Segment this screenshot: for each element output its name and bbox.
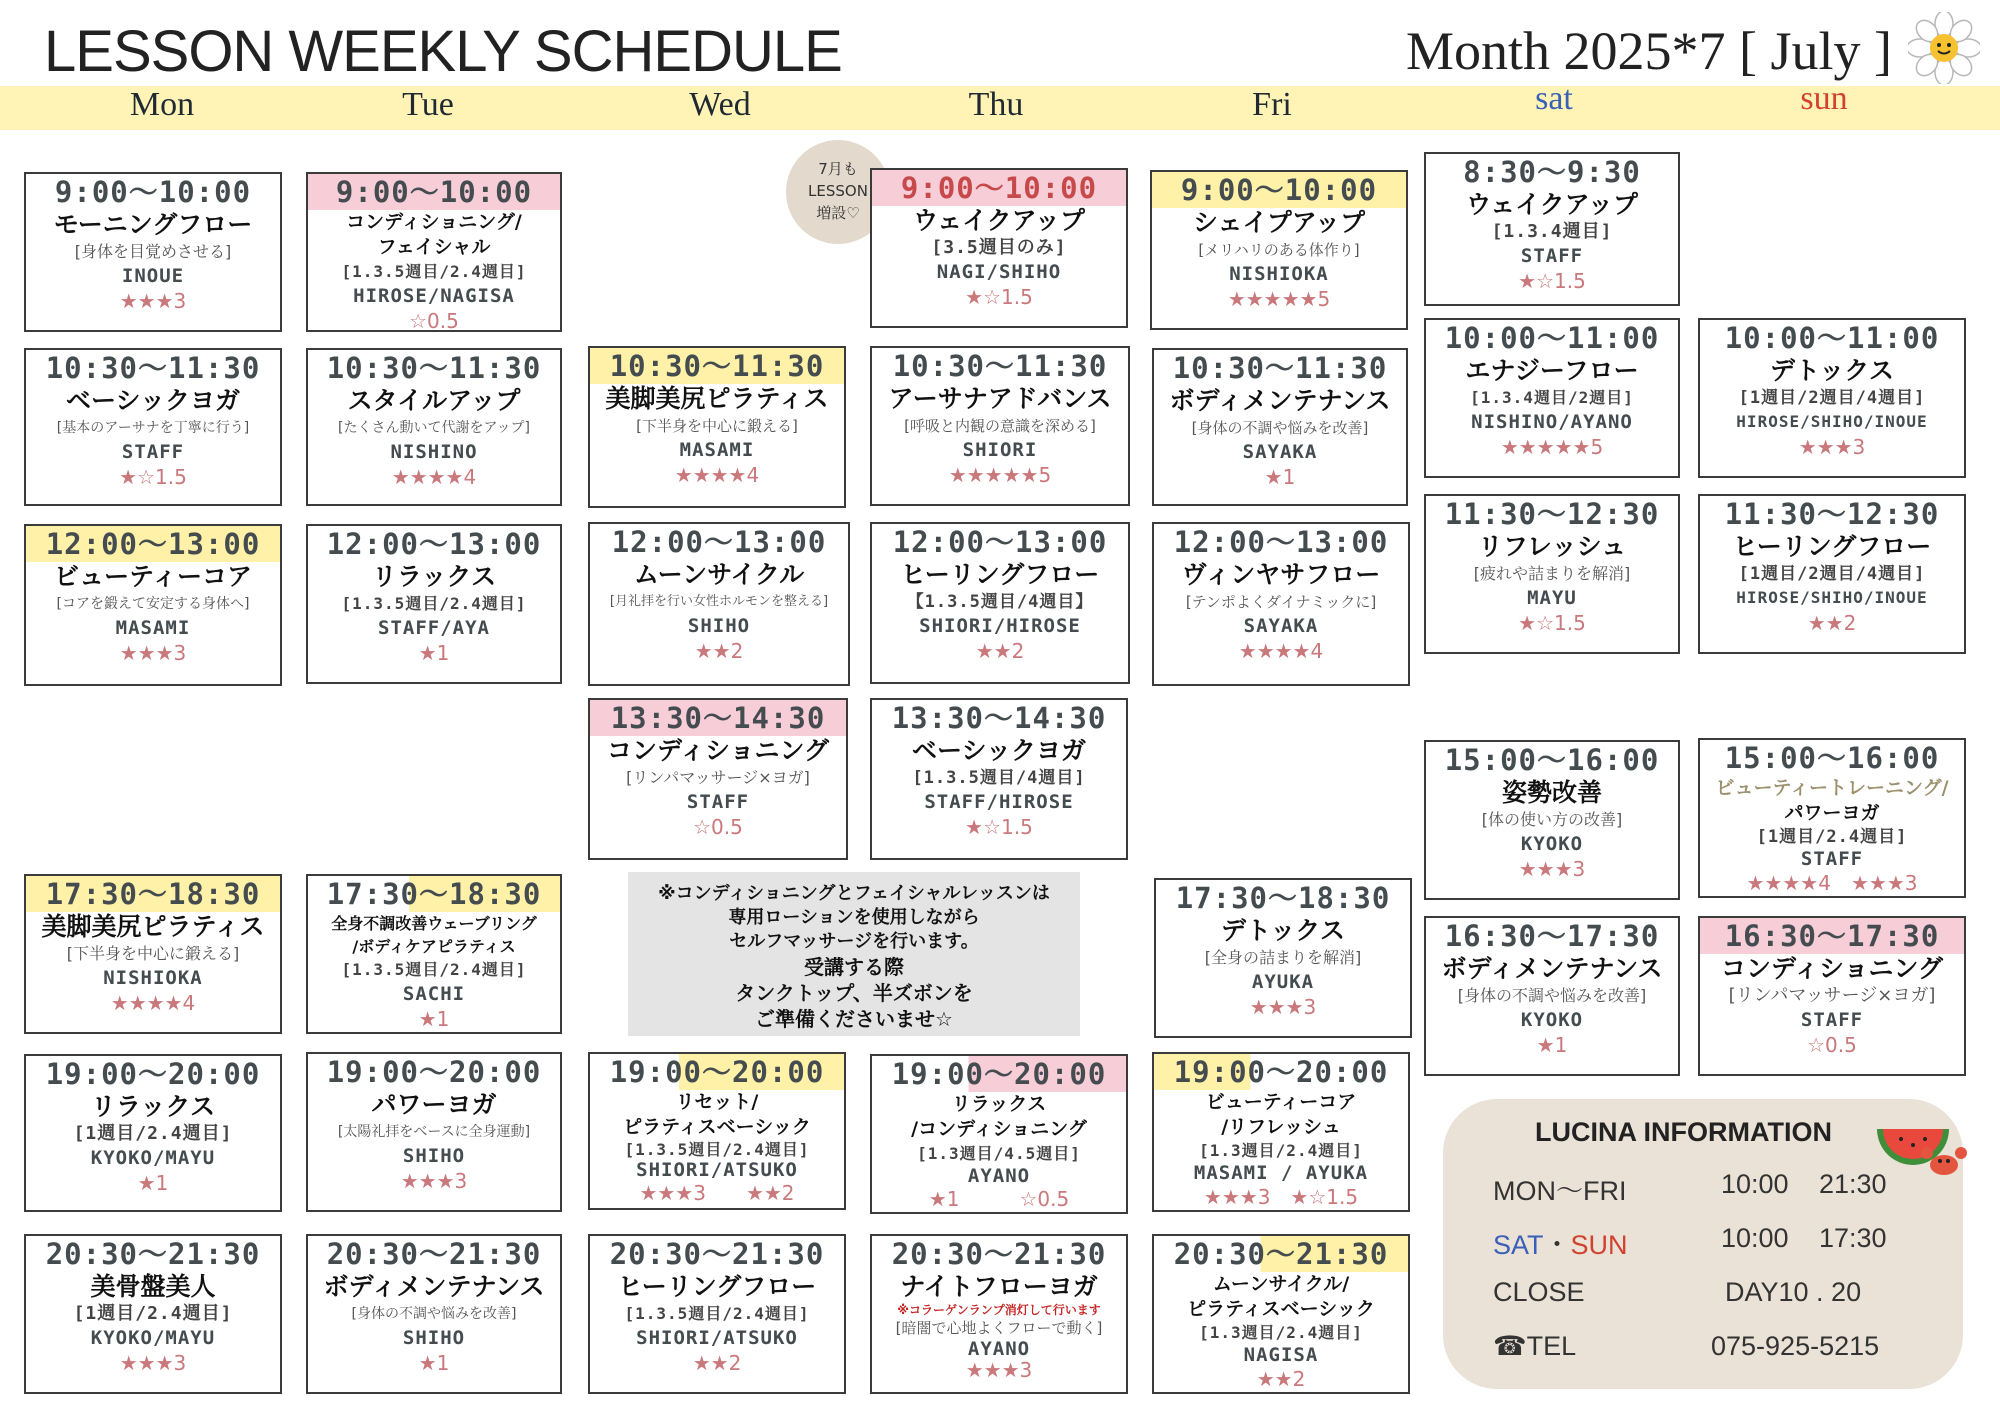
lesson-card[interactable] bbox=[1152, 348, 1408, 506]
lesson-card[interactable] bbox=[1424, 494, 1680, 654]
lesson-staff: NISHINO bbox=[390, 441, 478, 463]
notice-line: タンクトップ、半ズボンを bbox=[735, 981, 973, 1005]
lesson-desc: [1週目/2週目/4週目] bbox=[1738, 564, 1926, 584]
notice-line: ご準備くださいませ☆ bbox=[755, 1007, 953, 1031]
lesson-rating: ★★2 bbox=[694, 639, 744, 663]
day-fri: Fri bbox=[1252, 86, 1292, 123]
lesson-time: 10:30〜11:30 bbox=[45, 351, 261, 385]
lesson-desc: [メリハリのある体作り] bbox=[1198, 241, 1360, 259]
lesson-card[interactable] bbox=[588, 1234, 846, 1394]
lesson-time: 13:30〜14:30 bbox=[891, 701, 1107, 735]
lesson-rating: ☆0.5 bbox=[1807, 1033, 1857, 1057]
lesson-desc: [1週目/2.4週目] bbox=[73, 1303, 233, 1324]
lesson-card[interactable] bbox=[870, 522, 1130, 684]
lesson-rating: ★★★3 bbox=[400, 1169, 468, 1193]
lesson-time: 9:00〜10:00 bbox=[308, 174, 560, 210]
lesson-time: 20:30〜21:30 bbox=[326, 1237, 542, 1271]
lesson-desc: [下半身を中心に鍛える] bbox=[636, 417, 798, 435]
lesson-desc: [身体の不調や悩みを改善] bbox=[1457, 986, 1647, 1005]
lesson-staff: STAFF bbox=[1800, 1009, 1864, 1031]
lesson-name: ヒーリングフロー bbox=[900, 560, 1100, 589]
lesson-staff: HIROSE/SHIHO/INOUE bbox=[1736, 412, 1928, 431]
lesson-time: 12:00〜13:00 bbox=[1173, 525, 1389, 559]
notice-line: 専用ローションを使用しながら bbox=[728, 907, 980, 928]
lesson-name: ムーンサイクル bbox=[633, 560, 805, 589]
lesson-card[interactable] bbox=[24, 1054, 282, 1212]
lesson-name: コンディショニング/ フェイシャル bbox=[346, 211, 522, 258]
sat-label: SAT bbox=[1493, 1230, 1544, 1260]
lesson-card[interactable] bbox=[1152, 1234, 1410, 1394]
lesson-name: ナイトフローヨガ bbox=[900, 1272, 1098, 1301]
lesson-staff: SHIORI/ATSUKO bbox=[636, 1327, 798, 1349]
lesson-desc: [1.3.5週目/2.4週目] bbox=[341, 262, 527, 281]
lesson-card[interactable] bbox=[588, 1052, 846, 1210]
notice-line: 受講する際 bbox=[804, 955, 904, 979]
lesson-desc: [1.3.5週目/2.4週目] bbox=[624, 1140, 810, 1159]
lesson-time: 13:30〜14:30 bbox=[590, 700, 846, 736]
lesson-rating: ★★★3 bbox=[119, 1351, 187, 1375]
lesson-rating: ★★★3 bbox=[965, 1358, 1033, 1382]
lesson-card[interactable] bbox=[24, 524, 282, 686]
lesson-time: 19:00〜20:00 bbox=[45, 1057, 261, 1091]
lesson-card[interactable] bbox=[870, 168, 1128, 328]
lesson-time: 12:00〜13:00 bbox=[326, 527, 542, 561]
lesson-rating: ★★★3 bbox=[1518, 857, 1586, 881]
lesson-card[interactable] bbox=[306, 524, 562, 684]
lesson-time: 10:30〜11:30 bbox=[590, 348, 844, 384]
lesson-time: 12:00〜13:00 bbox=[26, 526, 280, 562]
lesson-rating: ★★★★★5 bbox=[948, 463, 1052, 487]
lesson-staff: KYOKO bbox=[1520, 833, 1584, 855]
lesson-rating: ★1 bbox=[418, 1351, 450, 1375]
lesson-time: 20:30〜21:30 bbox=[891, 1237, 1107, 1271]
lesson-name: 美骨盤美人 bbox=[90, 1272, 216, 1301]
lesson-staff: MASAMI bbox=[679, 439, 755, 461]
lesson-rating: ★★★★4 bbox=[674, 463, 760, 487]
weekday-close: 21:30 bbox=[1819, 1169, 1887, 1199]
lesson-desc: [体の使い方の改善] bbox=[1481, 810, 1623, 829]
lesson-rating: ★★★3 bbox=[1798, 435, 1866, 459]
lesson-card[interactable] bbox=[1152, 1052, 1410, 1212]
lesson-card[interactable] bbox=[1698, 738, 1966, 898]
lesson-rating: ★☆1.5 bbox=[965, 285, 1033, 309]
lesson-rating: ★★★★4 bbox=[110, 991, 196, 1015]
lesson-time: 16:30〜17:30 bbox=[1700, 918, 1964, 954]
lesson-name: コンディショニング bbox=[606, 736, 829, 765]
lesson-desc: [リンパマッサージ×ヨガ] bbox=[626, 768, 810, 787]
lesson-card[interactable] bbox=[24, 172, 282, 332]
lesson-name: パワーヨガ bbox=[1784, 802, 1880, 824]
lesson-desc: [コアを鍛えて安定する身体へ] bbox=[56, 596, 250, 612]
lesson-desc: [身体を目覚めさせる] bbox=[74, 242, 232, 261]
lesson-desc: [疲れや詰まりを解消] bbox=[1473, 564, 1631, 583]
notice-line: ※コンディショニングとフェイシャルレッスンは bbox=[658, 883, 1050, 904]
lesson-time: 9:00〜10:00 bbox=[54, 175, 252, 209]
lesson-staff: AYANO bbox=[967, 1165, 1031, 1187]
lesson-desc: [1.3.5週目/4週目] bbox=[912, 768, 1086, 788]
lesson-name-accent: ビューティートレーニング/ bbox=[1715, 777, 1949, 799]
lesson-time: 20:30〜21:30 bbox=[45, 1237, 261, 1271]
info-panel bbox=[1443, 1099, 1963, 1389]
lesson-staff: HIROSE/NAGISA bbox=[353, 285, 515, 307]
lesson-name: ボディメンテナンス bbox=[1441, 954, 1663, 983]
lesson-name: ムーンサイクル/ ピラティスベーシック bbox=[1187, 1273, 1375, 1320]
lesson-name: リラックス bbox=[90, 1092, 216, 1121]
lesson-name: ヴィンヤサフロー bbox=[1181, 560, 1381, 589]
weekend-open: 10:00 bbox=[1721, 1223, 1789, 1253]
lesson-rating: ★1 bbox=[418, 1007, 450, 1031]
lesson-name: リフレッシュ bbox=[1477, 532, 1627, 561]
lesson-staff: SHIORI/HIROSE bbox=[919, 615, 1081, 637]
lesson-card[interactable] bbox=[306, 172, 562, 332]
lesson-card[interactable] bbox=[1424, 916, 1680, 1076]
lesson-desc: [リンパマッサージ×ヨガ] bbox=[1728, 985, 1936, 1006]
lesson-rating: ★★★★★5 bbox=[1500, 435, 1604, 459]
lesson-rating: ★★2 bbox=[692, 1351, 742, 1375]
lesson-staff: STAFF bbox=[1800, 848, 1864, 870]
lesson-time: 12:00〜13:00 bbox=[611, 525, 827, 559]
lesson-rating: ★☆1.5 bbox=[1518, 611, 1586, 635]
lesson-time: 12:00〜13:00 bbox=[892, 525, 1108, 559]
lesson-name: 全身不調改善ウェーブリング /ボディケアピラティス bbox=[331, 914, 537, 956]
lesson-card[interactable] bbox=[1698, 318, 1966, 478]
lesson-name: シェイプアップ bbox=[1192, 208, 1365, 237]
lesson-time: 8:30〜9:30 bbox=[1463, 155, 1641, 189]
lesson-desc: 【1.3.5週目/4週目】 bbox=[906, 592, 1094, 612]
lesson-desc: [1.3.5週目/2.4週目] bbox=[341, 594, 527, 613]
lesson-time: 16:30〜17:30 bbox=[1444, 919, 1660, 953]
lesson-name: ウェイクアップ bbox=[1466, 190, 1638, 219]
info-title: LUCINA INFORMATION bbox=[1535, 1117, 1832, 1147]
lesson-card[interactable] bbox=[1424, 318, 1680, 478]
lesson-time: 10:30〜11:30 bbox=[892, 349, 1108, 383]
lesson-staff: MASAMI bbox=[115, 617, 191, 639]
lesson-time: 19:00〜20:00 bbox=[872, 1056, 1126, 1092]
lesson-card[interactable] bbox=[1424, 152, 1680, 306]
lesson-name: ボディメンテナンス bbox=[323, 1272, 545, 1301]
lesson-desc: [1.3週目/2.4週目] bbox=[1199, 1141, 1363, 1160]
lesson-desc: [1週目/2.4週目] bbox=[1756, 827, 1908, 847]
lesson-card[interactable] bbox=[870, 1054, 1128, 1214]
weekend-close: 17:30 bbox=[1819, 1223, 1887, 1253]
lesson-time: 19:00〜20:00 bbox=[326, 1055, 542, 1089]
lesson-rating: ★★★3 bbox=[1249, 995, 1317, 1019]
lesson-name: デトックス bbox=[1769, 356, 1894, 385]
lesson-time: 11:30〜12:30 bbox=[1444, 497, 1660, 531]
day-sat: sat bbox=[1535, 80, 1573, 117]
lesson-time: 17:30〜18:30 bbox=[26, 876, 280, 912]
lesson-time: 9:00〜10:00 bbox=[872, 170, 1126, 206]
lesson-time: 10:00〜11:00 bbox=[1444, 321, 1660, 355]
lesson-staff: NISHINO/AYANO bbox=[1471, 411, 1633, 433]
lesson-name: 美脚美尻ピラティス bbox=[41, 912, 265, 941]
lesson-desc: [暗闇で心地よくフローで動く] bbox=[895, 1319, 1103, 1337]
lesson-card[interactable] bbox=[306, 348, 562, 506]
lesson-card[interactable] bbox=[870, 698, 1128, 860]
lesson-rating: ★1 bbox=[418, 641, 450, 665]
lesson-name: デトックス bbox=[1220, 916, 1345, 945]
sun-label: SUN bbox=[1570, 1230, 1628, 1260]
lesson-desc: [たくさん動いて代謝をアップ] bbox=[338, 420, 530, 436]
lesson-time: 17:30〜18:30 bbox=[308, 876, 560, 912]
separator: ・ bbox=[1543, 1230, 1571, 1260]
lesson-desc: [太陽礼拝をベースに全身運動] bbox=[337, 1124, 531, 1140]
lesson-card[interactable] bbox=[1154, 878, 1412, 1038]
lesson-desc: [下半身を中心に鍛える] bbox=[66, 944, 240, 963]
tel-label: ☎TEL bbox=[1493, 1331, 1577, 1361]
lesson-staff: SHIORI/ATSUKO bbox=[636, 1159, 798, 1181]
lesson-staff: AYUKA bbox=[1251, 971, 1315, 993]
lesson-rating: ★★★3 ★★2 bbox=[639, 1181, 795, 1205]
flower-icon bbox=[1908, 12, 1980, 84]
lesson-staff: HIROSE/SHIHO/INOUE bbox=[1736, 588, 1928, 607]
close-days: DAY10 . 20 bbox=[1725, 1277, 1862, 1307]
lesson-staff: KYOKO bbox=[1520, 1009, 1584, 1031]
lesson-staff: SHIHO bbox=[402, 1145, 466, 1167]
lesson-desc: [1週目/2週目/4週目] bbox=[1738, 388, 1926, 408]
lesson-rating: ★★★★4 bbox=[1238, 639, 1324, 663]
lesson-staff: STAFF/AYA bbox=[378, 617, 490, 639]
lesson-staff: KYOKO/MAYU bbox=[90, 1147, 216, 1169]
lesson-card[interactable] bbox=[870, 1234, 1128, 1394]
lesson-rating: ★★2 bbox=[975, 639, 1025, 663]
lesson-staff: MASAMI / AYUKA bbox=[1193, 1162, 1369, 1184]
lesson-rating: ★1 bbox=[1264, 465, 1296, 489]
lesson-staff: SAYAKA bbox=[1243, 615, 1319, 637]
lesson-card[interactable] bbox=[588, 522, 850, 686]
lesson-rating: ★1 bbox=[137, 1171, 169, 1195]
day-thu: Thu bbox=[968, 86, 1024, 123]
lesson-name: コンディショニング bbox=[1720, 954, 1943, 983]
lesson-desc: [呼吸と内観の意識を深める] bbox=[904, 417, 1096, 435]
lesson-card[interactable] bbox=[1698, 494, 1966, 654]
lesson-staff: SHIHO bbox=[687, 615, 751, 637]
lesson-rating: ★☆1.5 bbox=[119, 465, 187, 489]
lesson-desc: [身体の不調や悩みを改善] bbox=[1191, 419, 1369, 437]
lesson-desc: [1.3.5週目/2.4週目] bbox=[341, 960, 527, 979]
lesson-card[interactable] bbox=[1698, 916, 1966, 1076]
lesson-desc: [1.3.4週目] bbox=[1491, 221, 1613, 242]
lesson-name: リラックス /コンディショニング bbox=[911, 1093, 1087, 1140]
lesson-staff: NAGI/SHIHO bbox=[936, 261, 1062, 283]
day-tue: Tue bbox=[402, 86, 454, 123]
lesson-name: パワーヨガ bbox=[371, 1090, 497, 1119]
lesson-staff: NAGISA bbox=[1243, 1344, 1319, 1366]
lesson-desc: [1.3週目/2.4週目] bbox=[1199, 1323, 1363, 1342]
lesson-time: 10:30〜11:30 bbox=[1172, 351, 1388, 385]
lesson-time: 11:30〜12:30 bbox=[1724, 497, 1940, 531]
lesson-staff: NISHIOKA bbox=[1229, 263, 1329, 285]
month-label: Month 2025*7 [ July ] bbox=[1406, 21, 1892, 81]
lesson-rating: ★1 bbox=[1536, 1033, 1568, 1057]
lesson-staff: AYANO bbox=[967, 1338, 1031, 1360]
close-label: CLOSE bbox=[1493, 1277, 1585, 1307]
lesson-staff: SACHI bbox=[402, 983, 466, 1005]
lesson-time: 20:30〜21:30 bbox=[1154, 1236, 1408, 1272]
weekday-label: MON〜FRI bbox=[1493, 1176, 1627, 1206]
lesson-desc: [1.3.4週目/2週目] bbox=[1470, 388, 1634, 407]
lesson-name: ベーシックヨガ bbox=[911, 736, 1086, 765]
lesson-rating: ★★2 bbox=[1256, 1367, 1306, 1391]
lesson-card[interactable] bbox=[1152, 522, 1410, 686]
notice-line: セルフマッサージを行います。 bbox=[729, 931, 979, 952]
lesson-note: ※コラーゲンランプ消灯して行います bbox=[897, 1303, 1101, 1317]
lesson-added-text: 7月も LESSON 増設♡ bbox=[808, 160, 868, 222]
weekend-label bbox=[1493, 1223, 1628, 1262]
notice-box bbox=[628, 872, 1080, 1036]
lesson-card[interactable] bbox=[1150, 170, 1408, 330]
lesson-staff: STAFF bbox=[1520, 245, 1584, 267]
lesson-name: リセット/ ピラティスベーシック bbox=[623, 1091, 811, 1138]
lesson-name: ヒーリングフロー bbox=[617, 1272, 817, 1301]
crab-icon bbox=[1919, 1143, 1969, 1179]
lesson-rating: ★★★3 bbox=[119, 641, 187, 665]
lesson-name: 美脚美尻ピラティス bbox=[605, 384, 829, 413]
lesson-card[interactable] bbox=[24, 348, 282, 506]
weekday-open: 10:00 bbox=[1721, 1169, 1789, 1199]
lesson-desc: [月礼拝を行い女性ホルモンを整える] bbox=[609, 594, 829, 609]
lesson-staff: INOUE bbox=[121, 265, 185, 287]
lesson-staff: NISHIOKA bbox=[103, 967, 203, 989]
lesson-name: エナジーフロー bbox=[1465, 356, 1639, 385]
lesson-time: 20:30〜21:30 bbox=[609, 1237, 825, 1271]
lesson-staff: KYOKO/MAYU bbox=[90, 1327, 216, 1349]
lesson-time: 17:30〜18:30 bbox=[1175, 881, 1391, 915]
lesson-name: スタイルアップ bbox=[347, 386, 521, 415]
day-mon: Mon bbox=[129, 86, 195, 123]
lesson-name: モーニングフロー bbox=[53, 210, 253, 239]
lesson-time: 9:00〜10:00 bbox=[1152, 172, 1406, 208]
page-title: LESSON WEEKLY SCHEDULE bbox=[44, 19, 842, 84]
lesson-rating: ★★2 bbox=[1807, 611, 1857, 635]
lesson-rating: ★☆1.5 bbox=[965, 815, 1033, 839]
lesson-staff: MAYU bbox=[1527, 587, 1577, 609]
lesson-rating: ★★★★★5 bbox=[1227, 287, 1331, 311]
lesson-name: ベーシックヨガ bbox=[65, 386, 240, 415]
lesson-card[interactable] bbox=[24, 874, 282, 1034]
lesson-time: 10:30〜11:30 bbox=[326, 351, 542, 385]
lesson-staff: SHIORI bbox=[962, 439, 1038, 461]
lesson-card[interactable] bbox=[588, 698, 848, 860]
lesson-time: 19:00〜20:00 bbox=[1154, 1054, 1408, 1090]
lesson-rating: ★☆1.5 bbox=[1518, 269, 1586, 293]
tel-number[interactable]: 075-925-5215 bbox=[1711, 1331, 1880, 1361]
lesson-desc: [全身の詰まりを解消] bbox=[1204, 948, 1362, 967]
lesson-name: ウェイクアップ bbox=[913, 206, 1085, 235]
lesson-card[interactable] bbox=[1424, 740, 1680, 900]
lesson-name: アーサナアドバンス bbox=[888, 384, 1112, 413]
lesson-name: ヒーリングフロー bbox=[1732, 532, 1932, 561]
lesson-card[interactable] bbox=[306, 1234, 562, 1394]
lesson-rating: ★★★★4 bbox=[391, 465, 477, 489]
lesson-staff: STAFF/HIROSE bbox=[924, 791, 1074, 813]
lesson-rating: ★★★3 bbox=[119, 289, 187, 313]
lesson-staff: STAFF bbox=[686, 791, 750, 813]
lesson-name: 姿勢改善 bbox=[1501, 778, 1602, 807]
lesson-staff: SAYAKA bbox=[1242, 441, 1318, 463]
lesson-rating: ★★★★4 ★★★3 bbox=[1746, 871, 1918, 895]
lesson-staff: SHIHO bbox=[402, 1327, 466, 1349]
lesson-time: 10:00〜11:00 bbox=[1724, 321, 1940, 355]
lesson-desc: [1.3.5週目/2.4週目] bbox=[624, 1304, 810, 1323]
lesson-name: ボディメンテナンス bbox=[1169, 386, 1391, 415]
lesson-name: リラックス bbox=[371, 562, 497, 591]
lesson-card[interactable] bbox=[306, 1052, 562, 1212]
lesson-rating: ☆0.5 bbox=[409, 309, 459, 332]
lesson-desc: [身体の不調や悩みを改善] bbox=[351, 1306, 517, 1322]
lesson-desc: [1週目/2.4週目] bbox=[73, 1123, 233, 1144]
lesson-name: ビューティーコア /リフレッシュ bbox=[1205, 1091, 1357, 1138]
day-sun: sun bbox=[1800, 80, 1848, 117]
lesson-staff: STAFF bbox=[121, 441, 185, 463]
lesson-card[interactable] bbox=[24, 1234, 282, 1394]
lesson-desc: [1.3週目/4.5週目] bbox=[917, 1144, 1081, 1163]
lesson-rating: ☆0.5 bbox=[693, 815, 743, 839]
lesson-name: ビューティーコア bbox=[53, 562, 252, 591]
lesson-time: 19:00〜20:00 bbox=[590, 1054, 844, 1090]
lesson-desc: [テンポよくダイナミックに] bbox=[1185, 593, 1377, 611]
day-wed: Wed bbox=[689, 86, 751, 123]
lesson-time: 15:00〜16:00 bbox=[1444, 743, 1660, 777]
lesson-rating: ★1 ☆0.5 bbox=[928, 1187, 1070, 1211]
lesson-desc: [3.5週目のみ] bbox=[931, 237, 1067, 258]
lesson-card[interactable] bbox=[306, 874, 562, 1034]
lesson-card[interactable] bbox=[588, 346, 846, 508]
lesson-time: 15:00〜16:00 bbox=[1724, 741, 1940, 775]
lesson-card[interactable] bbox=[870, 346, 1130, 506]
lesson-rating: ★★★3 ★☆1.5 bbox=[1203, 1185, 1359, 1209]
lesson-desc: [基本のアーサナを丁寧に行う] bbox=[56, 420, 250, 436]
